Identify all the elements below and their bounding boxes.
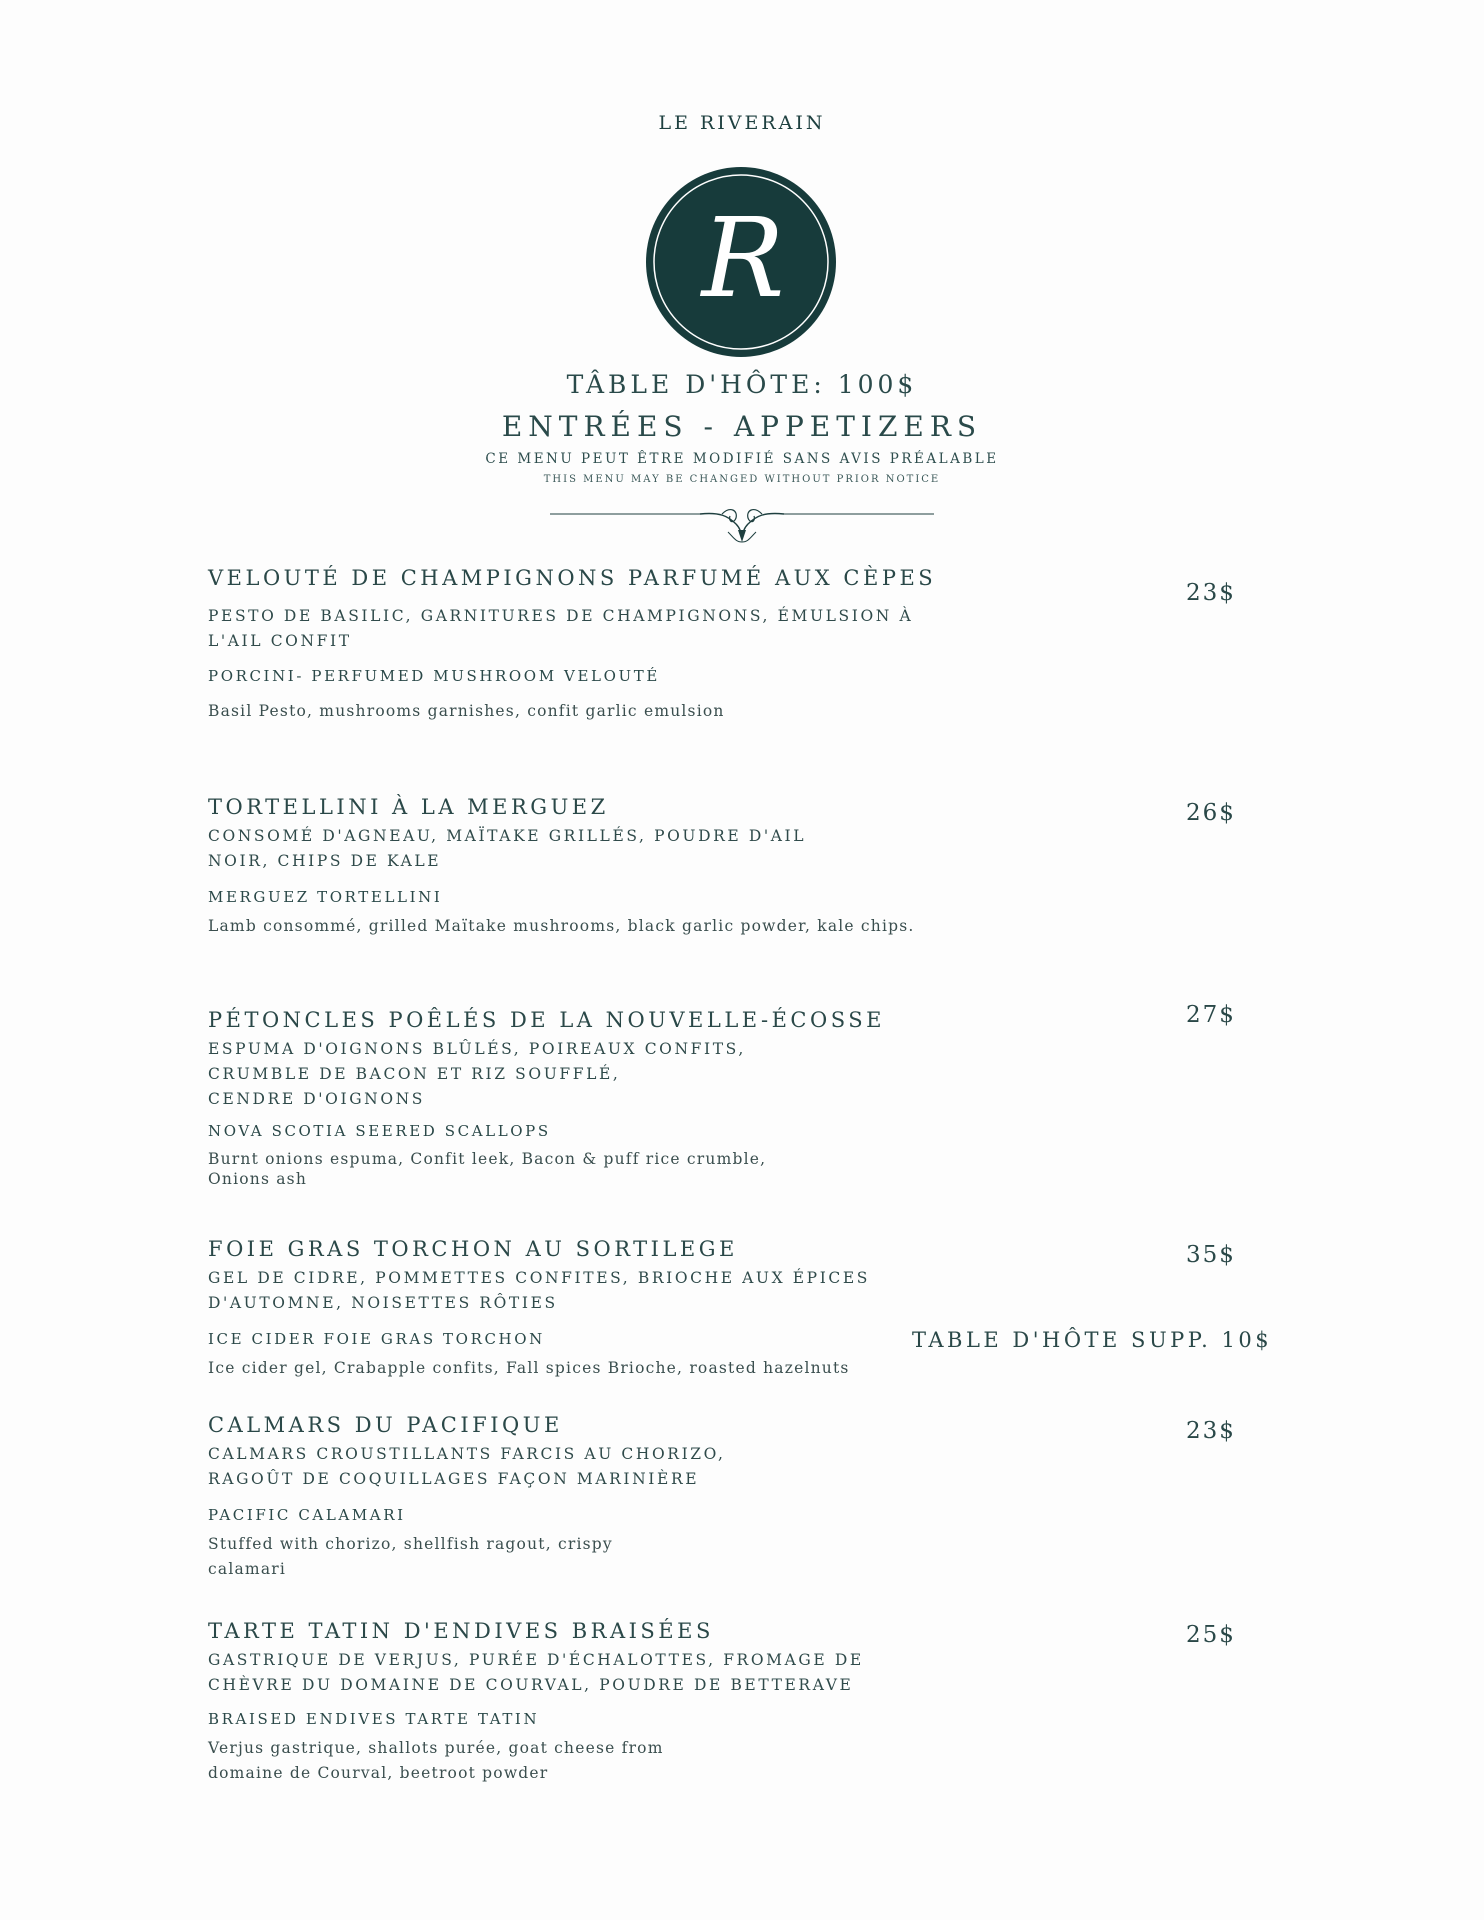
item-price: 25$ <box>1186 1622 1236 1648</box>
item-desc-fr <box>208 1266 928 1316</box>
item-desc-fr <box>208 1442 928 1492</box>
desc-line: ESPUMA D'OIGNONS BLÛLÉS, POIREAUX CONFITS, <box>208 1040 746 1058</box>
table-dhote-price: TÂBLE D'HÔTE: 100$ <box>566 370 918 399</box>
desc-line: GEL DE CIDRE, POMMETTES CONFITES, BRIOCHE AUX ÉPICES <box>208 1269 871 1287</box>
item-desc-en <box>208 1149 928 1189</box>
item-title-fr: FOIE GRAS TORCHON AU SORTILEGE <box>208 1237 738 1261</box>
item-title-fr: TARTE TATIN D'ENDIVES BRAISÉES <box>208 1619 714 1643</box>
item-title-en: NOVA SCOTIA SEERED SCALLOPS <box>208 1122 551 1140</box>
desc-line: RAGOÛT DE COQUILLAGES FAÇON MARINIÈRE <box>208 1470 700 1488</box>
desc-line: Onions ash <box>208 1170 308 1188</box>
item-title-en: ICE CIDER FOIE GRAS TORCHON <box>208 1330 545 1348</box>
desc-line: PESTO DE BASILIC, GARNITURES DE CHAMPIGNONS, ÉMULSION À <box>208 607 914 625</box>
item-title-en: PACIFIC CALAMARI <box>208 1506 406 1524</box>
desc-line: CONSOMÉ D'AGNEAU, MAÏTAKE GRILLÉS, POUDRE D'AIL <box>208 827 807 845</box>
desc-line: Basil Pesto, mushrooms garnishes, confit garlic emulsion <box>208 702 725 720</box>
section-title: ENTRÉES - APPETIZERS <box>501 410 983 443</box>
desc-line: domaine de Courval, beetroot powder <box>208 1764 549 1782</box>
item-title-fr: CALMARS DU PACIFIQUE <box>208 1413 563 1437</box>
desc-line: Ice cider gel, Crabapple confits, Fall spices Brioche, roasted hazelnuts <box>208 1359 850 1377</box>
item-title-en: PORCINI- PERFUMED MUSHROOM VELOUTÉ <box>208 667 660 685</box>
desc-line: L'AIL CONFIT <box>208 632 352 650</box>
item-price: 23$ <box>1186 580 1236 606</box>
desc-line: CHÈVRE DU DOMAINE DE COURVAL, POUDRE DE BETTERAVE <box>208 1676 854 1694</box>
desc-line: CENDRE D'OIGNONS <box>208 1090 426 1108</box>
item-title-en: BRAISED ENDIVES TARTE TATIN <box>208 1710 540 1728</box>
desc-line: Verjus gastrique, shallots purée, goat cheese from <box>208 1739 664 1757</box>
desc-line: NOIR, CHIPS DE KALE <box>208 852 442 870</box>
item-desc-en <box>208 1532 928 1582</box>
item-price: 23$ <box>1186 1418 1236 1444</box>
item-desc-en <box>208 699 928 724</box>
item-price: 26$ <box>1186 800 1236 826</box>
item-price: 35$ <box>1186 1242 1236 1268</box>
monogram-logo <box>645 166 837 358</box>
item-price: 27$ <box>1186 1002 1236 1028</box>
item-desc-fr <box>208 824 928 874</box>
item-desc-fr <box>208 604 928 654</box>
item-desc-en <box>208 1736 928 1786</box>
item-title-en: MERGUEZ TORTELLINI <box>208 888 443 906</box>
desc-line: GASTRIQUE DE VERJUS, PURÉE D'ÉCHALOTTES, FROMAGE DE <box>208 1651 864 1669</box>
desc-line: CRUMBLE DE BACON ET RIZ SOUFFLÉ, <box>208 1065 621 1083</box>
desc-line: Lamb consommé, grilled Maïtake mushrooms, black garlic powder, kale chips. <box>208 917 915 935</box>
logo-monogram: R <box>701 194 785 322</box>
item-desc-fr <box>208 1037 928 1112</box>
restaurant-name: LE RIVERAIN <box>658 112 826 134</box>
desc-line: Burnt onions espuma, Confit leek, Bacon & puff rice crumble, <box>208 1150 767 1168</box>
item-desc-fr <box>208 1648 928 1698</box>
item-desc-en <box>208 914 928 939</box>
item-desc-en <box>208 1356 928 1381</box>
item-title-fr: VELOUTÉ DE CHAMPIGNONS PARFUMÉ AUX CÈPES <box>208 566 937 590</box>
notice-fr: CE MENU PEUT ÊTRE MODIFIÉ SANS AVIS PRÉALABLE <box>485 451 999 467</box>
table-dhote-supplement: TABLE D'HÔTE SUPP. 10$ <box>912 1328 1273 1352</box>
desc-line: D'AUTOMNE, NOISETTES RÔTIES <box>208 1294 558 1312</box>
notice-en: THIS MENU MAY BE CHANGED WITHOUT PRIOR NOTICE <box>543 474 941 485</box>
desc-line: CALMARS CROUSTILLANTS FARCIS AU CHORIZO, <box>208 1445 726 1463</box>
item-title-fr: PÉTONCLES POÊLÉS DE LA NOUVELLE-ÉCOSSE <box>208 1008 885 1032</box>
item-title-fr: TORTELLINI À LA MERGUEZ <box>208 795 609 819</box>
desc-line: calamari <box>208 1560 287 1578</box>
desc-line: Stuffed with chorizo, shellfish ragout, crispy <box>208 1535 613 1553</box>
ornamental-divider <box>550 498 934 546</box>
